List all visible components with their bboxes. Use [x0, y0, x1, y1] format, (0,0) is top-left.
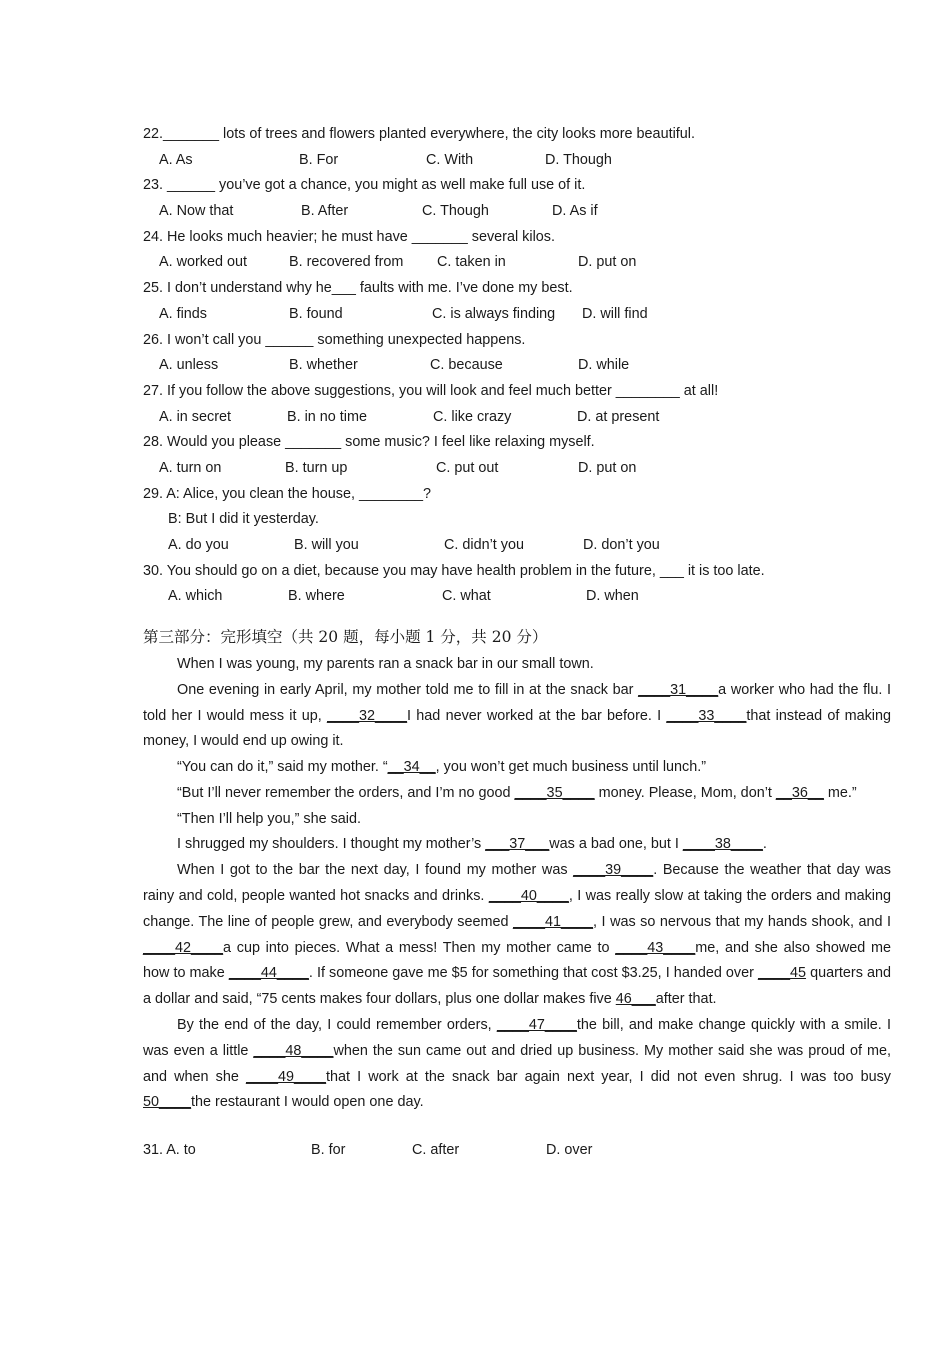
option-c: C. Though: [422, 203, 489, 220]
option-b: B. for: [311, 1142, 346, 1159]
option-c: C. put out: [436, 459, 499, 476]
text: the bill, and make change quickly with a smile. I was even a little: [143, 1017, 891, 1059]
text: money. Please, Mom, don’t: [594, 784, 776, 801]
text: a worker who had the flu. I told her I would mess it up,: [143, 681, 892, 724]
question-27-options: [143, 405, 891, 431]
question-22-options: [143, 148, 891, 174]
blank-48: ____48____: [253, 1042, 334, 1059]
blank-39: ____39____: [573, 862, 654, 879]
option-a: A. do you: [168, 537, 229, 553]
question-24-options: [143, 250, 891, 276]
text: that instead of making money, I would end up owing it.: [143, 707, 891, 750]
option-a: A. turn on: [159, 459, 222, 476]
question-31-options: [143, 1138, 891, 1164]
option-c: C. taken in: [437, 254, 506, 271]
blank-42: ____42____: [143, 939, 224, 956]
text: when the sun came out and dried up business. My mother said she was proud of me, and when she: [143, 1042, 891, 1085]
blank-37: ___37___: [485, 836, 550, 853]
option-d: D. will find: [582, 305, 648, 322]
passage-paragraph-7: [143, 858, 891, 1013]
question-26-stem: 26. I won’t call you ______ something unexpected happens.: [143, 331, 526, 348]
option-b: B. whether: [289, 357, 358, 374]
option-c: C. With: [426, 151, 474, 168]
text: I had never worked at the bar before. I: [407, 707, 667, 724]
option-d: D. when: [586, 588, 639, 605]
option-d: D. put on: [578, 459, 637, 476]
blank-44: ____44____: [228, 965, 309, 982]
question-25-options: [143, 302, 891, 328]
blank-36: __36__: [775, 784, 824, 801]
option-a: 31. A. to: [143, 1142, 196, 1159]
blank-43: ____43____: [615, 939, 696, 956]
text: was a bad one, but I: [549, 836, 683, 853]
question-23-stem: 23. ______ you’ve got a chance, you might as well make full use of it.: [143, 177, 586, 194]
passage-paragraph-5: “Then I’ll help you,” she said.: [177, 810, 361, 827]
option-c: C. like crazy: [433, 408, 512, 425]
question-29-reply: B: But I did it yesterday.: [168, 511, 319, 528]
blank-45: ____45: [757, 965, 807, 982]
text: “But I’ll never remember the orders, and I’m no good: [177, 784, 515, 801]
option-c: C. because: [430, 357, 503, 374]
question-29-options: [143, 533, 891, 559]
option-d: D. As if: [552, 203, 598, 220]
option-d: D. Though: [545, 151, 612, 168]
blank-46: 46___: [615, 991, 656, 1008]
question-27-stem: 27. If you follow the above suggestions, you will look and feel much better ________ at all!: [143, 382, 719, 399]
question-26-options: [143, 353, 891, 379]
option-a: A. finds: [159, 305, 207, 322]
text: a cup into pieces. What a mess! Then my mother came to: [223, 939, 616, 956]
option-a: A. which: [168, 588, 223, 605]
spacer: [143, 1116, 891, 1138]
blank-40: ____40____: [488, 888, 569, 905]
text: .: [762, 836, 767, 853]
option-b: B. For: [299, 151, 339, 168]
option-c: C. what: [442, 588, 491, 605]
text: quarters and a dollar and said, “75 cents makes four dollars, plus one dollar makes five: [143, 965, 891, 1008]
text: that I work at the snack bar again next year, I did not even shrug. I was too busy: [326, 1068, 891, 1085]
question-23-options: [143, 199, 891, 225]
question-29-stem: 29. A: Alice, you clean the house, ________?: [143, 485, 432, 502]
blank-50: 50____: [143, 1094, 192, 1111]
option-c: C. after: [412, 1142, 460, 1159]
option-b: B. will you: [294, 537, 359, 553]
option-a: A. As: [159, 151, 193, 168]
option-a: A. worked out: [159, 254, 247, 271]
passage-paragraph-1: When I was young, my parents ran a snack bar in our small town.: [177, 656, 594, 673]
text: , I was so nervous that my hands shook, and I: [593, 913, 891, 930]
text: . Because the weather that day was rainy and cold, people wanted hot snacks and drinks.: [143, 862, 891, 905]
question-28-stem: 28. Would you please _______ some music? I feel like relaxing myself.: [143, 434, 595, 451]
option-b: B. After: [301, 203, 349, 220]
option-a: A. unless: [159, 357, 219, 374]
text: By the end of the day, I could remember orders,: [177, 1017, 497, 1033]
question-30-stem: 30. You should go on a diet, because you may have health problem in the future, ___ it is too late.: [143, 562, 765, 579]
option-d: D. at present: [577, 408, 660, 425]
option-c: C. is always finding: [432, 305, 556, 322]
blank-49: ____49____: [245, 1068, 327, 1085]
option-d: D. don’t you: [583, 537, 660, 553]
question-22-stem: 22._______ lots of trees and flowers planted everywhere, the city looks more beautiful.: [143, 126, 695, 142]
blank-47: ____47____: [496, 1017, 577, 1033]
text: me.”: [823, 784, 857, 801]
text: me, and she also showed me how to make: [143, 939, 891, 982]
text: When I got to the bar the next day, I found my mother was: [177, 862, 574, 879]
option-b: B. in no time: [287, 408, 367, 425]
question-24-stem: 24. He looks much heavier; he must have _______ several kilos.: [143, 228, 555, 245]
text: One evening in early April, my mother told me to fill in at the snack bar: [177, 681, 639, 698]
text: , I was really slow at taking the orders and making change. The line of people grew, and everybody seemed: [143, 888, 892, 930]
question-28-options: [143, 456, 891, 482]
blank-31: ____31____: [638, 681, 719, 698]
passage-paragraph-3: [143, 755, 891, 781]
text: , you won’t get much business until lunch.”: [435, 759, 707, 776]
option-a: A. in secret: [159, 408, 231, 425]
option-c: C. didn’t you: [444, 537, 524, 553]
cloze-passage: [143, 652, 891, 1116]
option-b: B. turn up: [285, 459, 348, 476]
passage-paragraph-2: [143, 678, 891, 755]
blank-38: ____38____: [682, 836, 763, 853]
question-25-stem: 25. I don’t understand why he___ faults with me. I’ve done my best.: [143, 280, 573, 297]
exam-page: [143, 122, 891, 1164]
blank-32: ____32____: [327, 707, 408, 724]
blank-34: __34__: [387, 759, 436, 776]
passage-paragraph-8: [143, 1013, 891, 1116]
text: after that.: [655, 991, 717, 1008]
section-3-title: 第三部分：完形填空（共 20 题，每小题 1 分，共 20 分）: [143, 628, 548, 647]
text: “You can do it,” said my mother. “: [177, 759, 388, 776]
blank-41: ____41____: [513, 913, 594, 930]
text: . If someone gave me $5 for something that cost $3.25, I handed over: [308, 965, 758, 982]
option-b: B. found: [289, 305, 343, 322]
passage-paragraph-4: [143, 781, 891, 807]
option-d: D. over: [546, 1142, 593, 1159]
passage-paragraph-6: [143, 832, 891, 858]
option-b: B. recovered from: [289, 254, 404, 271]
option-d: D. while: [578, 357, 630, 374]
option-d: D. put on: [578, 254, 637, 271]
text: I shrugged my shoulders. I thought my mother’s: [177, 836, 486, 853]
blank-35: ____35____: [514, 784, 595, 801]
question-30-options: [143, 584, 891, 610]
option-b: B. where: [288, 588, 345, 605]
blank-33: ____33____: [666, 707, 747, 724]
option-a: A. Now that: [159, 203, 234, 220]
text: the restaurant I would open one day.: [191, 1094, 424, 1111]
